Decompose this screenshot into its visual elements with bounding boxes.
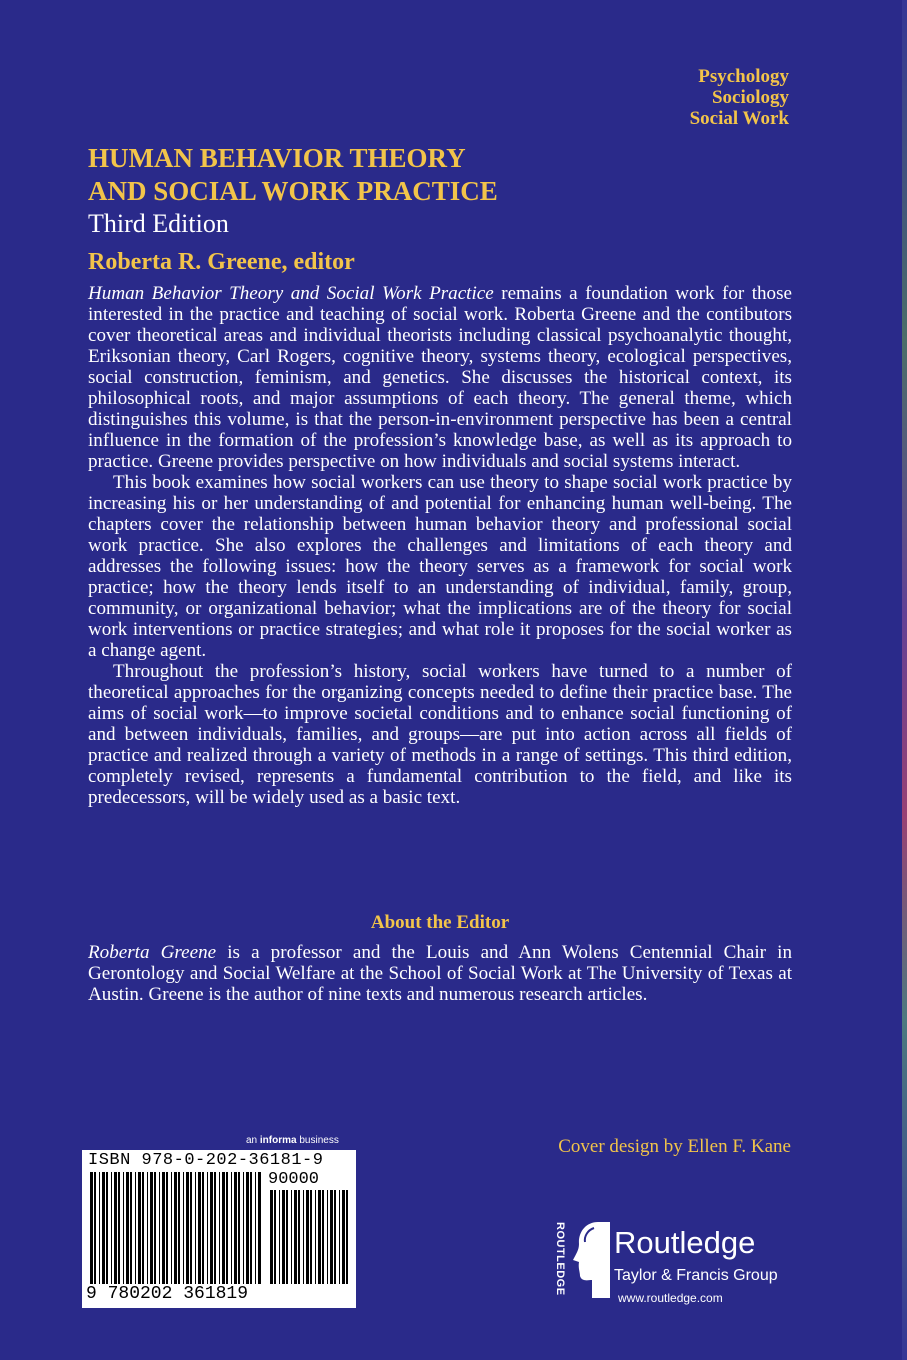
barcode-bar xyxy=(291,1190,292,1284)
publisher-logo-block xyxy=(548,1218,798,1314)
barcode-bar xyxy=(126,1172,129,1284)
description-paragraph-3: Throughout the profession’s history, social workers have turned to a number of theoretical approaches for the organizing concepts needed to define their practice base. The aims of social work—to improve societal conditions and to enhance social functioning of and between individuals, families, and groups—are put into action across all fields of practice and realized through a variety of methods in a range of settings. This third edition, completely revised, represents a fundamental contribution to the field, and like its predecessors, will be widely used as a basic text. xyxy=(88,661,792,808)
barcode-bar xyxy=(270,1190,273,1284)
barcode-bar xyxy=(274,1190,276,1284)
barcode-bar xyxy=(330,1190,333,1284)
barcode-bar xyxy=(219,1172,220,1284)
subject-sociology: Sociology xyxy=(711,87,789,108)
barcode-bar xyxy=(186,1172,189,1284)
barcode-bar xyxy=(306,1190,309,1284)
barcode-bar xyxy=(171,1172,172,1284)
barcode-bar xyxy=(286,1190,288,1284)
spine-edge xyxy=(902,0,907,1360)
barcode-bar xyxy=(198,1172,201,1284)
barcode-bar xyxy=(207,1172,208,1284)
editor-name: Roberta R. Greene, editor xyxy=(88,249,355,275)
title-line-2: AND SOCIAL WORK PRACTICE xyxy=(88,176,498,206)
barcode-bar xyxy=(154,1172,156,1284)
barcode-bar xyxy=(162,1172,165,1284)
barcode-bar xyxy=(315,1190,316,1284)
barcode-bar xyxy=(90,1172,93,1284)
barcode-bar xyxy=(130,1172,132,1284)
barcode-bar xyxy=(279,1190,280,1284)
barcode-bar xyxy=(147,1172,148,1284)
barcode-bar xyxy=(123,1172,124,1284)
informa-business-label: an informa business xyxy=(246,1135,339,1146)
barcode-bar xyxy=(327,1190,328,1284)
publisher-url: www.routledge.com xyxy=(618,1291,723,1305)
subject-social-work: Social Work xyxy=(689,108,789,129)
publisher-group: Taylor & Francis Group xyxy=(614,1267,778,1284)
barcode-bar xyxy=(334,1190,336,1284)
book-description xyxy=(88,283,792,808)
barcode-bar xyxy=(210,1172,213,1284)
barcode-bar xyxy=(303,1190,304,1284)
barcode-bar xyxy=(250,1172,252,1284)
barcode-bar xyxy=(106,1172,108,1284)
barcode-bar xyxy=(118,1172,120,1284)
barcode-bar xyxy=(190,1172,192,1284)
barcode-bar xyxy=(222,1172,225,1284)
subject-psychology: Psychology xyxy=(698,66,789,87)
barcode-bar xyxy=(322,1190,324,1284)
title-line-1: HUMAN BEHAVIOR THEORY xyxy=(88,143,466,173)
barcode-bar xyxy=(135,1172,136,1284)
barcode-bar xyxy=(111,1172,112,1284)
barcode-bar xyxy=(114,1172,117,1284)
barcode-bar xyxy=(258,1172,261,1284)
price-code: 90000 xyxy=(268,1170,320,1189)
barcode-bar xyxy=(246,1172,249,1284)
publisher-name: Routledge xyxy=(614,1225,756,1260)
edition-label: Third Edition xyxy=(88,209,229,238)
barcode-bar xyxy=(231,1172,232,1284)
description-paragraph-2: This book examines how social workers can use theory to shape social work practice by increasing his or her understanding of and potential for enhancing human well-being. The chapters cover the relationship between human behavior theory and professional social work practice. She also explores the challenges and limitations of each theory and addresses the following issues: how the theory serves as a framework for social work practice; how the theory lends itself to an understanding of individual, family, group, community, or organizational behavior; what the implications are of the theory for social work interventions or practice strategies; and what role it proposes for the social worker as a change agent. xyxy=(88,472,792,661)
barcode-bars xyxy=(88,1172,264,1284)
barcode-bar xyxy=(310,1190,312,1284)
isbn-barcode xyxy=(82,1150,356,1308)
barcode-bar xyxy=(166,1172,168,1284)
subject-categories xyxy=(690,66,789,129)
barcode-bar xyxy=(195,1172,196,1284)
about-editor-heading: About the Editor xyxy=(370,912,510,933)
barcode-bar xyxy=(234,1172,237,1284)
barcode-bar xyxy=(142,1172,144,1284)
barcode-bar xyxy=(138,1172,141,1284)
isbn-label: ISBN 978-0-202-36181-9 xyxy=(88,1151,324,1170)
barcode-bar xyxy=(342,1190,345,1284)
barcode-bar xyxy=(202,1172,204,1284)
barcode-bar xyxy=(214,1172,216,1284)
barcode-bar xyxy=(298,1190,300,1284)
barcode-bar xyxy=(150,1172,153,1284)
barcode-bar xyxy=(294,1190,297,1284)
barcode-bar xyxy=(226,1172,228,1284)
barcode-bar xyxy=(94,1172,96,1284)
barcode-bar xyxy=(318,1190,321,1284)
barcode-digits: 9 780202 361819 xyxy=(86,1284,249,1304)
barcode-bar xyxy=(99,1172,100,1284)
description-paragraph-1: Human Behavior Theory and Social Work Practice remains a foundation work for those interested in the practice and teaching of social work. Roberta Greene and the contibutors cover theoretical areas and individual theorists including classical psychoanalytic thought, Eriksonian theory, Carl Rogers, cognitive theory, systems theory, ecological perspectives, social construction, feminism, and genetics. She discusses the historical context, its philosophical roots, and major assumptions of each theory. The general theme, which distinguishes this volume, is that the person-in-environment perspective has been a central influence in the formation of the profession’s knowledge base, as well as its approach to practice. Greene provides perspective on how individuals and social systems interact. xyxy=(88,283,792,472)
about-editor-text: Roberta Greene is a professor and the Louis and Ann Wolens Centennial Chair in Gerontology and Social Welfare at the School of Social Work at The University of Texas at Austin. Greene is the author of nine texts and numerous research articles. xyxy=(88,942,793,1005)
about-editor-name: Roberta Greene xyxy=(88,942,217,963)
addon-barcode-bars xyxy=(268,1190,350,1284)
barcode-bar xyxy=(178,1172,180,1284)
barcode-bar xyxy=(346,1190,348,1284)
publisher-vertical-wordmark: ROUTLEDGE xyxy=(554,1222,566,1296)
barcode-bar xyxy=(255,1172,256,1284)
barcode-bar xyxy=(183,1172,184,1284)
barcode-bar xyxy=(339,1190,340,1284)
barcode-bar xyxy=(282,1190,285,1284)
routledge-head-icon xyxy=(570,1218,612,1300)
barcode-bar xyxy=(102,1172,105,1284)
book-title xyxy=(88,142,498,208)
barcode-bar xyxy=(174,1172,177,1284)
barcode-bar xyxy=(243,1172,244,1284)
barcode-bar xyxy=(238,1172,240,1284)
barcode-bar xyxy=(159,1172,160,1284)
description-title-italic: Human Behavior Theory and Social Work Practice xyxy=(88,283,494,304)
cover-design-credit: Cover design by Ellen F. Kane xyxy=(558,1136,791,1157)
